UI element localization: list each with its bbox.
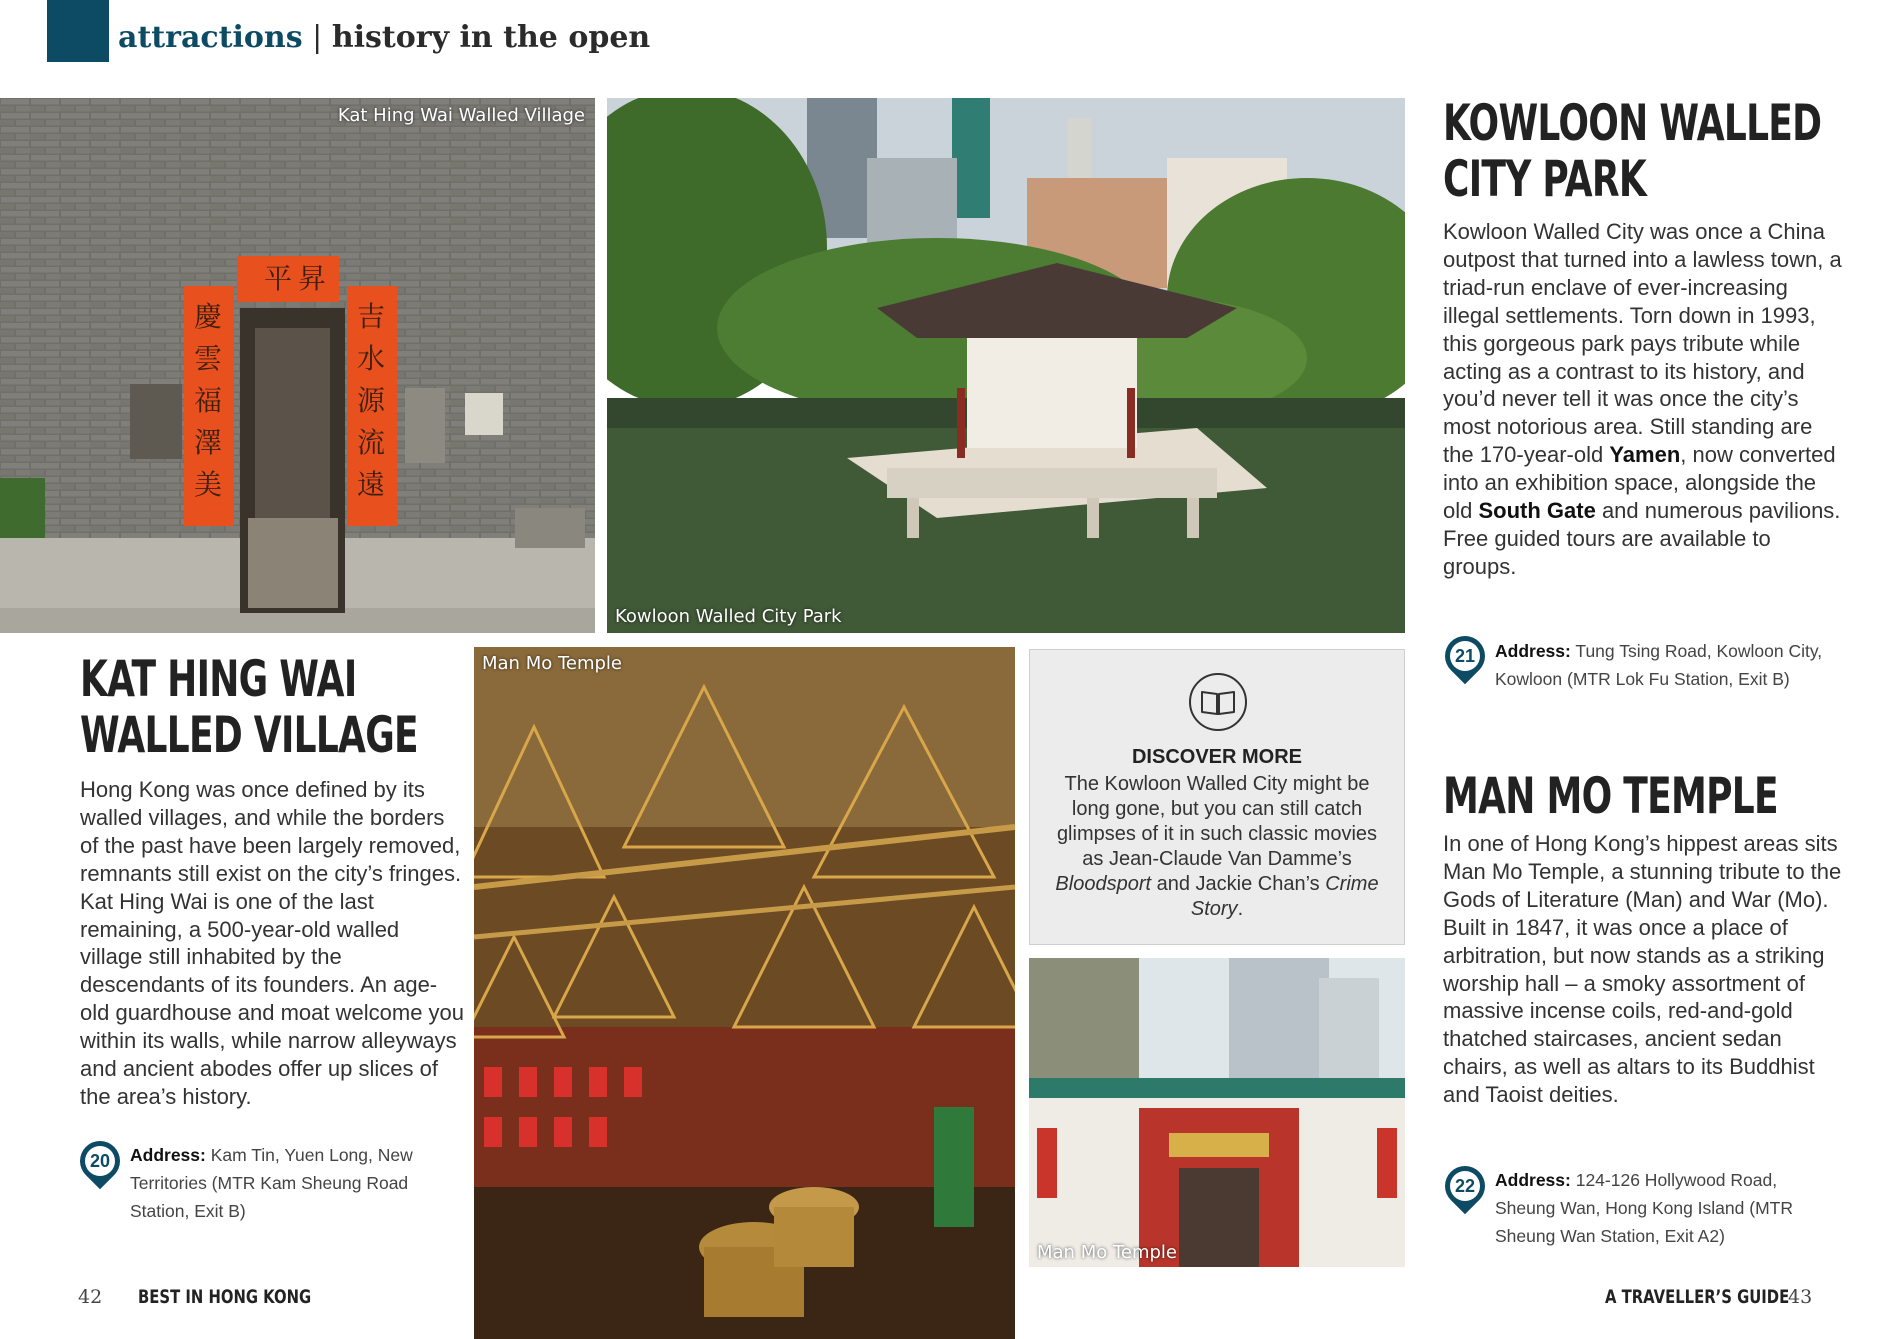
location-pin-20 [72, 1133, 129, 1190]
photo-caption: Man Mo Temple [1037, 1242, 1178, 1263]
address-label: Address: [130, 1145, 206, 1165]
svg-text:源: 源 [357, 384, 386, 417]
svg-text:慶: 慶 [194, 300, 223, 333]
address-value: Kam Tin, Yuen Long, New Territories (MTR Kam Sheung Road Station, Exit B) [130, 1145, 413, 1221]
photo-man-mo-temple-interior [474, 647, 1015, 1339]
address-label: Address: [1495, 641, 1571, 661]
svg-text:流: 流 [357, 426, 386, 459]
photo-caption: Man Mo Temple [482, 653, 623, 674]
kowloon-park-image [607, 98, 1405, 633]
page-number-left: 42 [78, 1286, 103, 1308]
footer-title-right: A TRAVELLER’S GUIDE [1605, 1286, 1790, 1308]
location-pin-22 [1437, 1158, 1494, 1215]
discover-text [1048, 772, 1386, 922]
svg-text:雲: 雲 [194, 342, 223, 375]
discover-more-box [1029, 649, 1405, 945]
kat-hing-wai-address [130, 1141, 460, 1225]
header-topic: history in the open [331, 20, 651, 55]
kowloon-body-south-gate: South Gate [1478, 498, 1596, 524]
svg-text:福: 福 [194, 384, 223, 417]
discover-title: DISCOVER MORE [1131, 746, 1303, 768]
footer-title-left: BEST IN HONG KONG [138, 1286, 312, 1308]
discover-text-part3: . [1237, 898, 1244, 920]
svg-text:澤: 澤 [194, 426, 223, 459]
man-mo-exterior-image [1029, 958, 1405, 1267]
photo-caption: Kowloon Walled City Park [615, 606, 842, 627]
kat-hing-wai-title-line1: KAT HING WAI [80, 650, 357, 708]
pin-number: 20 [85, 1146, 115, 1176]
kat-hing-wai-title [80, 651, 418, 763]
address-label: Address: [1495, 1170, 1571, 1190]
address-value: Tung Tsing Road, Kowloon City, Kowloon (MTR Lok Fu Station, Exit B) [1495, 641, 1823, 689]
kowloon-body-yamen: Yamen [1609, 442, 1681, 468]
photo-caption: Kat Hing Wai Walled Village [337, 105, 585, 126]
man-mo-address [1495, 1166, 1840, 1250]
pin-number: 22 [1450, 1171, 1480, 1201]
kowloon-body-part2: , now converted into an exhibition space, alongside the old [1443, 442, 1836, 524]
kat-hing-wai-body: Hong Kong was once defined by its walled villages, and while the borders of the past have been largely removed, remnants still exist on the city’s fringes. Kat Hing Wai is one of the last remaining, a 500-year-old walled village still inhabited by the descendants of its founders. An age-old guardhouse and moat welcome you within its walls, while narrow alleyways and ancient abodes offer up slices of the area’s history. [80, 777, 465, 1109]
photo-kat-hing-wai [0, 98, 595, 633]
kowloon-address [1495, 637, 1840, 693]
kowloon-body-part1: Kowloon Walled City was once a China outpost that turned into a lawless town, a triad-run enclave of ever-increasing illegal settlements. Torn down in 1993, this gorgeous park pays tribute while acting as a contrast to its history, and you’d never tell it was once the city’s most notorious area. Still standing are the 170-year-old [1443, 219, 1842, 468]
kowloon-title-line2: CITY PARK [1443, 150, 1647, 208]
book-icon [1188, 672, 1248, 732]
kat-hing-wai-image [0, 98, 595, 633]
header-separator: | [302, 20, 332, 55]
svg-text:水: 水 [357, 342, 386, 375]
header-section: attractions [118, 20, 303, 55]
discover-text-part2: and Jackie Chan’s [1151, 873, 1326, 895]
man-mo-title: MAN MO TEMPLE [1443, 767, 1778, 825]
svg-text:美: 美 [194, 468, 223, 501]
man-mo-interior-image [474, 647, 1015, 1339]
kowloon-body [1443, 218, 1843, 581]
photo-kowloon-walled-city-park [607, 98, 1405, 633]
kowloon-title [1443, 95, 1821, 207]
photo-man-mo-temple-exterior [1029, 958, 1405, 1267]
pin-number: 21 [1450, 641, 1480, 671]
location-pin-21 [1437, 628, 1494, 685]
kowloon-body-part3: and numerous pavilions. Free guided tours are available to groups. [1443, 498, 1841, 579]
running-header [118, 20, 650, 55]
svg-text:昇: 昇 [298, 262, 327, 295]
kat-hing-wai-title-line2: WALLED VILLAGE [80, 706, 418, 764]
svg-text:吉: 吉 [357, 300, 386, 333]
page-number-right: 43 [1788, 1286, 1813, 1308]
header-accent-block [47, 0, 109, 62]
kowloon-title-line1: KOWLOON WALLED [1443, 94, 1822, 152]
film-title-crime-story: Crime Story [1190, 873, 1379, 920]
address-value: 124-126 Hollywood Road, Sheung Wan, Hong Kong Island (MTR Sheung Wan Station, Exit A2) [1495, 1170, 1793, 1246]
svg-text:遠: 遠 [357, 468, 386, 501]
film-title-bloodsport: Bloodsport [1055, 873, 1152, 895]
svg-text:平: 平 [264, 262, 293, 295]
discover-text-part1: The Kowloon Walled City might be long gone, but you can still catch glimpses of it in such classic movies as Jean-Claude Van Damme’s [1056, 773, 1378, 870]
man-mo-body: In one of Hong Kong’s hippest areas sits Man Mo Temple, a stunning tribute to the Gods of Literature (Man) and War (Mo). Built in 1847, it was once a place of arbitration, but now stands as a striking worship hall – a smoky assortment of massive incense coils, red-and-gold thatched staircases, ancient sedan chairs, as well as altars to its Buddhist and Taoist deities. [1443, 831, 1842, 1108]
